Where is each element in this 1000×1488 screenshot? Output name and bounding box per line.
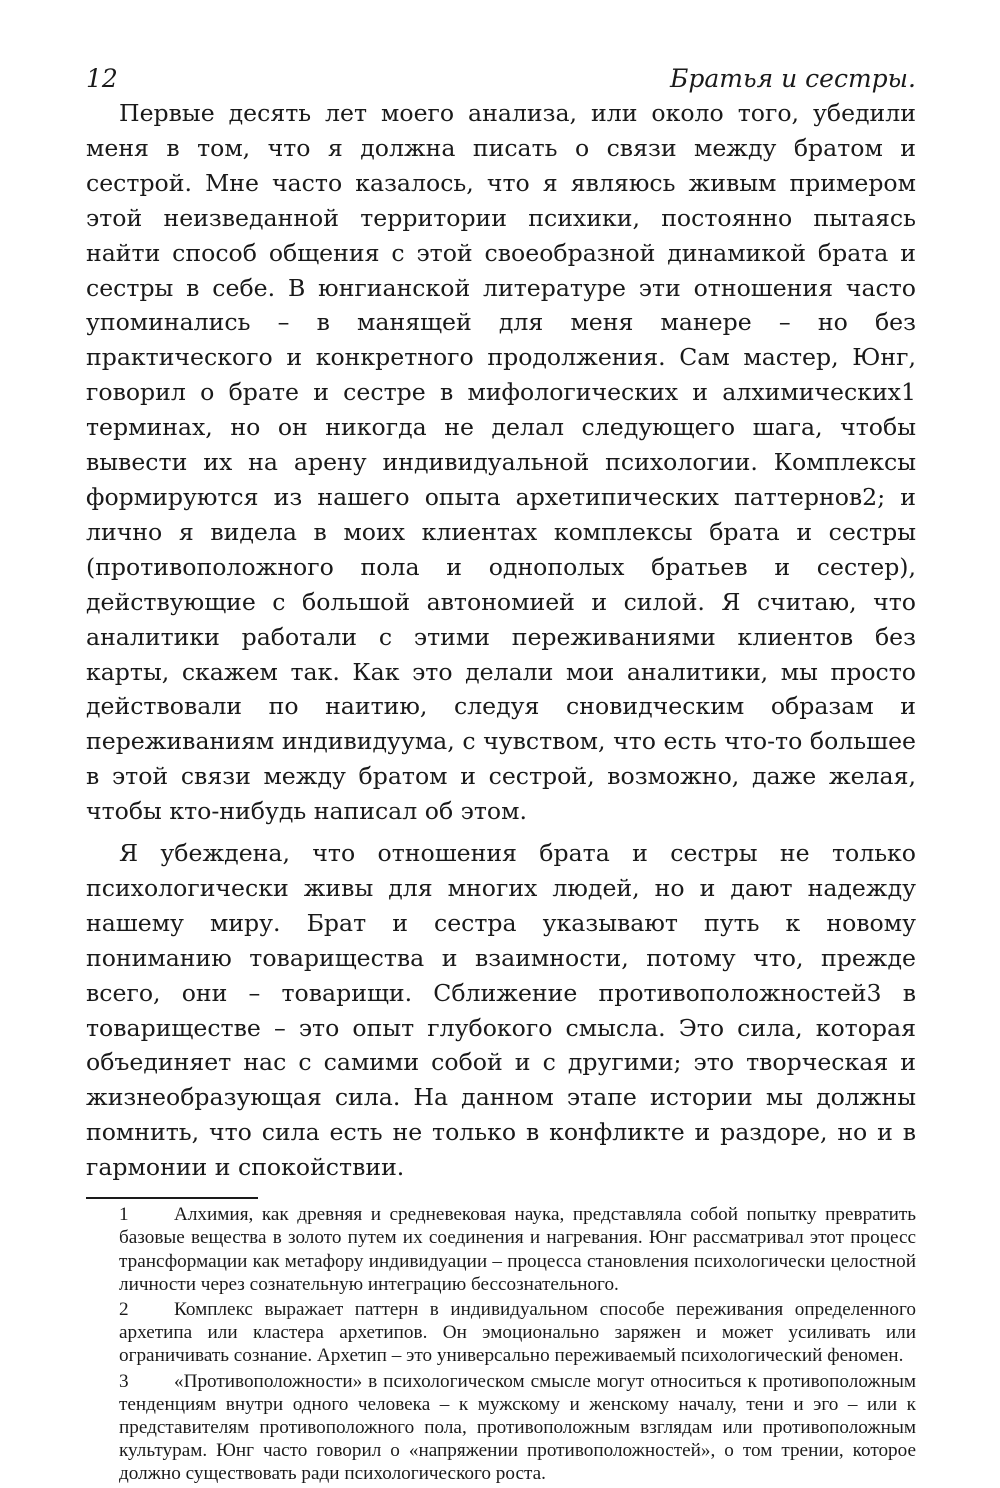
book-page <box>86 62 916 1488</box>
footnote-text: Алхимия, как древняя и средневековая наука, представляла собой попытку превратить базовые вещества в золото путем их соединения и нагревания. Юнг рассматривал этот процесс трансформации как метафору индивидуации – процесса становления психологически целостной личности через сознательную интеграцию бессознательного. <box>119 1204 916 1295</box>
body-text <box>86 96 916 1185</box>
footnote-text: «Противоположности» в психологическом смысле могут относиться к противоположным тенденциям внутри одного человека – к мужскому и женскому началу, тени и эго – или к представителям противоположного пола, противоположным взглядам или противоположным культурам. Юнг часто говорил о «напряжении противоположностей», о том трении, которое должно существовать ради психологического роста. <box>119 1370 916 1485</box>
paragraph: Первые десять лет моего анализа, или около того, убедили меня в том, что я должна писать о связи между братом и сестрой. Мне часто казалось, что я являюсь живым примером этой неизведанной территории психики, постоянно пытаясь найти способ общения с этой своеобразной динамикой брата и сестры в себе. В юнгианской литературе эти отношения часто упоминались – в манящей для меня манере – но без практического и конкретного продолжения. Сам мастер, Юнг, говорил о брате и сестре в мифологических и алхимических1 терминах, но он никогда не делал следующего шага, чтобы вывести их на арену индивидуальной психологии. Комплексы формируются из нашего опыта архетипических паттернов2; и лично я видела в моих клиентах комплексы брата и сестры (противоположного пола и однополых братьев и сестер), действующие с большой автономией и силой. Я считаю, что аналитики работали с этими переживаниями клиентов без карты, скажем так. Как это делали мои аналитики, мы просто действовали по наитию, следуя сновидческим образам и переживаниям индивидуума, с чувством, что есть что-то большее в этой связи между братом и сестрой, возможно, даже желая, чтобы кто-нибудь написал об этом. <box>86 99 916 826</box>
running-title: Братья и сестры. <box>670 64 916 93</box>
paragraph: Я убеждена, что отношения брата и сестры не только психологически живы для многих людей, но и дают надежду нашему миру. Брат и сестра указывают путь к новому пониманию товарищества и взаимности, потому что, прежде всего, они – товарищи. Сближение противоположностей3 в товариществе – это опыт глубокого смысла. Это сила, которая объединяет нас с самими собой и с другими; это творческая и жизнеобразующая сила. На данном этапе истории мы должны помнить, что сила есть не только в конфликте и раздоре, но и в гармонии и спокойствии. <box>86 839 916 1182</box>
page-number: 12 <box>86 64 118 93</box>
footnote-number: 2 <box>119 1298 129 1320</box>
footnote <box>86 1370 916 1486</box>
footnote-text: Комплекс выражает паттерн в индивидуальном способе переживания определенного архетипа или кластера архетипов. Он эмоционально заряжен и может усиливать или ограничивать сознание. Архетип – это универсально переживаемый психологический феномен. <box>119 1298 916 1367</box>
footnotes <box>86 1203 916 1485</box>
footnote-divider <box>86 1197 258 1199</box>
running-header <box>86 62 916 96</box>
footnote-number: 1 <box>119 1204 129 1226</box>
footnote <box>86 1203 916 1296</box>
footnote-number: 3 <box>119 1370 129 1392</box>
footnote <box>86 1298 916 1368</box>
